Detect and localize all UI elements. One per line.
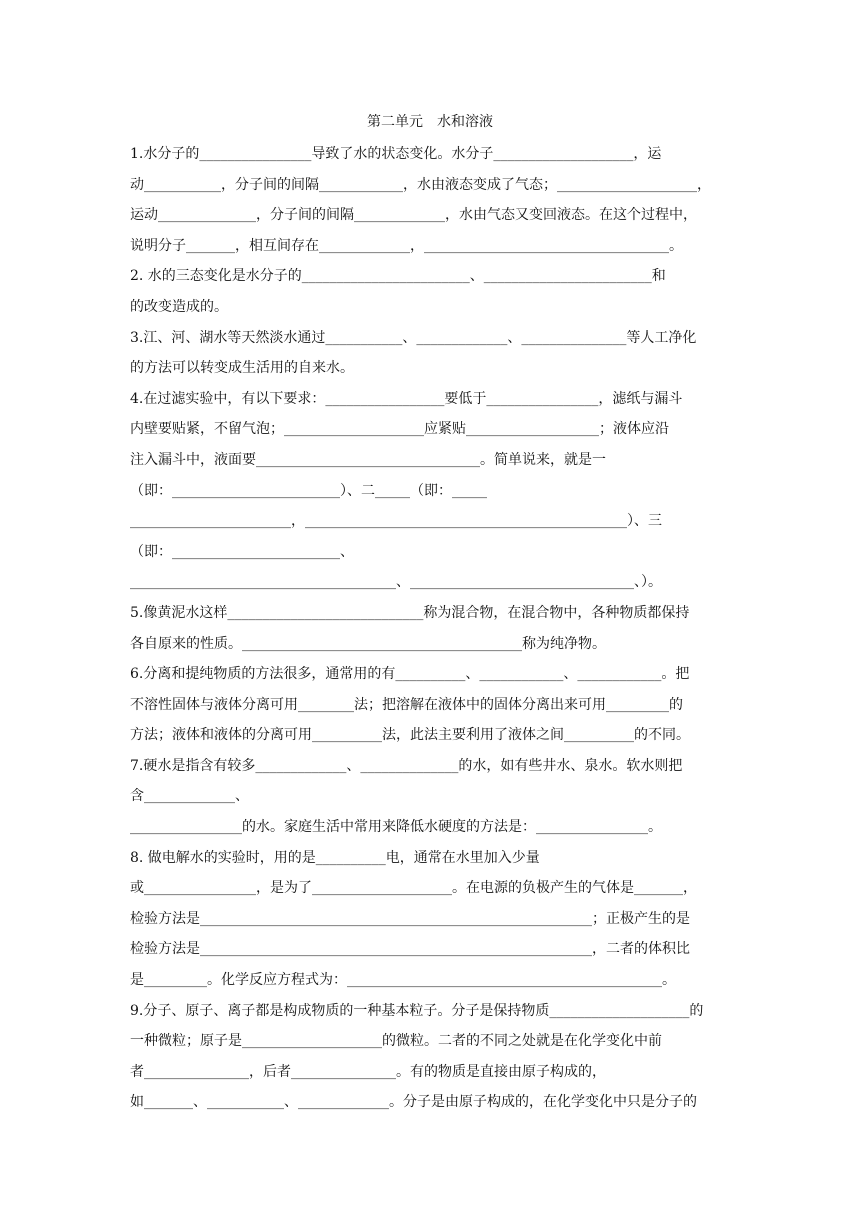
text-line: 或________________，是为了____________________。在电源的负极产生的气体是_______， bbox=[130, 880, 697, 897]
text-line: 内壁要贴紧，不留气泡；____________________应紧贴___________________；液体应沿 bbox=[130, 421, 669, 438]
text-line: （即：________________________）、二_____（即：_____ bbox=[130, 482, 487, 499]
text-line: 8. 做电解水的实验时，用的是__________电，通常在水里加入少量 bbox=[130, 849, 540, 866]
text-line: 是_________。化学反应方程式为：_____________________________________________。 bbox=[130, 972, 676, 989]
worksheet-body bbox=[130, 139, 730, 1118]
text-line: 一种微粒；原子是____________________的微粒。二者的不同之处就是在化学变化中前 bbox=[130, 1033, 662, 1050]
text-line: 5.像黄泥水这样____________________________称为混合物，在混合物中，各种物质都保持 bbox=[130, 604, 690, 621]
text-line: 4.在过滤实验中，有以下要求：_________________要低于________________，滤纸与漏斗 bbox=[130, 390, 683, 407]
text-line: 7.硬水是指含有较多_____________、______________的水，如有些井水、泉水。软水则把 bbox=[130, 757, 683, 774]
text-line: 各自原来的性质。________________________________________称为纯净物。 bbox=[130, 635, 606, 652]
text-line: 3.江、河、湖水等天然淡水通过___________、_____________、_______________等人工净化 bbox=[130, 329, 697, 346]
worksheet-page bbox=[130, 107, 730, 1118]
text-line: 检验方法是________________________________________________________，二者的体积比 bbox=[130, 941, 690, 958]
text-line: 注入漏斗中，液面要________________________________。简单说来，就是一 bbox=[130, 451, 606, 468]
text-line: 者_______________，后者_______________。有的物质是直接由原子构成的， bbox=[130, 1063, 606, 1080]
text-line: 方法；液体和液体的分离可用__________法，此法主要利用了液体之间__________的不同。 bbox=[130, 727, 690, 744]
text-line: 不溶性固体与液体分离可用________法；把溶解在液体中的固体分离出来可用_________的 bbox=[130, 696, 683, 713]
text-line: 2. 水的三态变化是水分子的________________________、________________________和 bbox=[130, 268, 666, 285]
text-line: 如_______、___________、_____________。分子是由原子构成的，在化学变化中只是分子的 bbox=[130, 1094, 697, 1111]
text-line: 6.分离和提纯物质的方法很多，通常用的有__________、____________、____________。把 bbox=[130, 666, 690, 683]
text-line: 动___________，分子间的间隔____________，水由液态变成了气态；____________________， bbox=[130, 176, 711, 193]
page-title: 第二单元 水和溶液 bbox=[367, 114, 493, 130]
text-line: 的改变造成的。 bbox=[130, 298, 228, 315]
text-line: 运动______________，分子间的间隔_____________，水由气态又变回液态。在这个过程中， bbox=[130, 207, 697, 224]
text-line: _______________________，______________________________________________）、三 bbox=[130, 513, 662, 530]
text-line: 检验方法是________________________________________________________；正极产生的是 bbox=[130, 910, 690, 927]
text-line: ________________的水。家庭生活中常用来降低水硬度的方法是：________________。 bbox=[130, 819, 662, 836]
text-line: 含_____________、 bbox=[130, 788, 249, 805]
text-line: 9.分子、原子、离子都是构成物质的一种基本粒子。分子是保持物质____________________的 bbox=[130, 1002, 704, 1019]
text-line: 说明分子_______，相互间存在_____________，___________________________________。 bbox=[130, 237, 683, 254]
text-line: 1.水分子的________________导致了水的状态变化。水分子____________________，运 bbox=[130, 146, 662, 162]
text-line: 的方法可以转变成生活用的自来水。 bbox=[130, 360, 354, 377]
text-line: （即：________________________、 bbox=[130, 543, 354, 560]
text-line: ______________________________________、________________________________、）。 bbox=[130, 574, 662, 591]
